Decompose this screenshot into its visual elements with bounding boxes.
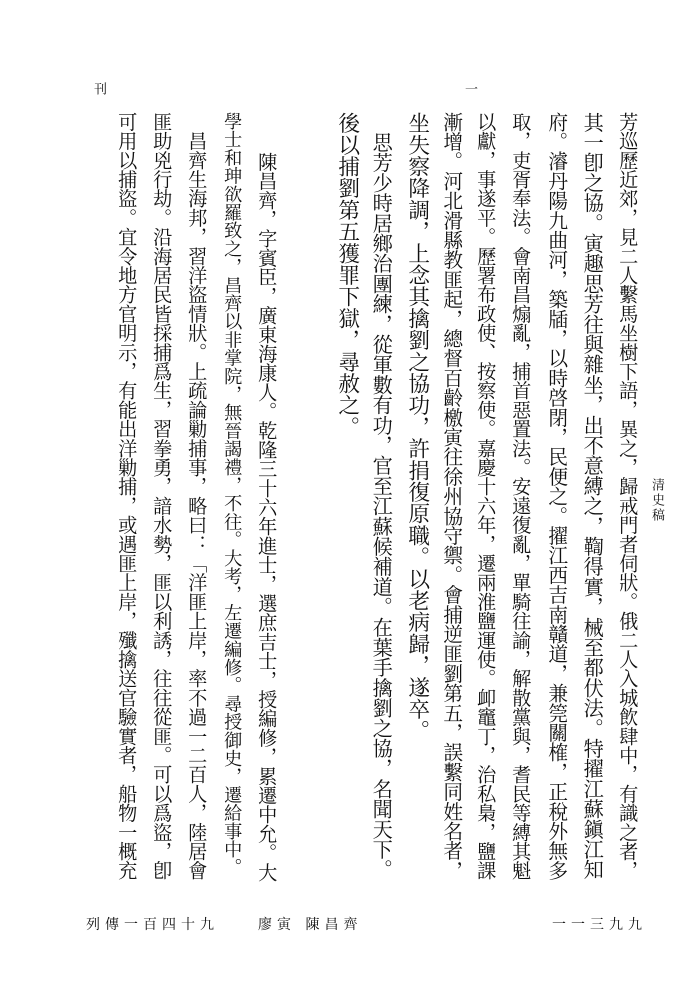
biography-heading-column: 陳昌齊，字賓臣，廣東海康人。乾隆三十六年進士，選庶吉士，授編修，累遷中允。大 [255,152,279,882]
header-mark-secondary: 一 [462,82,477,98]
footer-page-number: 一一三九九 [552,917,647,933]
footer-chapter: 列傳一百四十九 [86,917,219,933]
header-mark: 刊 [91,82,106,98]
text-column: 思芳少時居鄉治團練，從軍數有功，官至江蘇候補道。在葉手擒劉之協，名聞天下。 [369,112,394,880]
text-column: 其一卽之協。寅趣思芳往與雜坐，出不意縛之，鞫得實，械至都伏法。特擢江蘇鎭江知 [580,112,605,880]
text-column: 昌齊生海邦，習洋盜情狀。上疏論勦捕事，略曰：「洋匪上岸，率不過一二百人，陸居會 [185,112,209,880]
text-column: 可用以捕盜。宜令地方官明示，有能出洋勦捕，或遇匪上岸，殲擒送官驗實者，船物一概充 [115,112,139,880]
text-column: 後以捕劉第五獲罪下獄，尋赦之。 [334,112,360,438]
text-column: 府。濬丹陽九曲河，築牐，以時啓閉，民便之。擢江西吉南贛道，兼筦關榷，正稅外無多 [544,112,568,881]
text-column: 坐失察降調，上念其擒劉之協功，許捐復原職。以老病歸，遂卒。 [404,112,430,742]
text-column: 漸增。河北滑縣教匪起，總督百齡檄寅往徐州協守禦。會捕逆匪劉第五，誤繫同姓名者， [439,112,463,881]
text-column: 匪助兇行劫。沿海居民皆採捕爲生，習拳勇，諳水勢，匪以利誘，往往從匪。可以爲盜，卽 [150,112,174,880]
text-column: 學士和珅欲羅致之，昌齊以非掌院，無晉謁禮，不往。大考，左遷編修。尋授御史，遷給事中。 [221,112,243,877]
side-label: 清史稿 [649,478,664,523]
text-column: 以獻，事遂平。歷署布政使、按察使。嘉慶十六年，遷兩淮鹽運使。卹竈丁，治私梟，鹽課 [474,112,498,880]
text-column: 芳巡歷近郊，見二人繫馬坐樹下語，異之，歸戒門者伺狀。俄二人入城飲肆中，有識之者， [616,112,640,880]
text-column: 取，吏胥奉法。會南昌煽亂，捕首惡置法。安遠復亂，單騎往諭，解散黨與，耆民等縛其魁 [509,112,533,880]
footer-names: 廖寅 陳昌齊 [258,917,363,933]
